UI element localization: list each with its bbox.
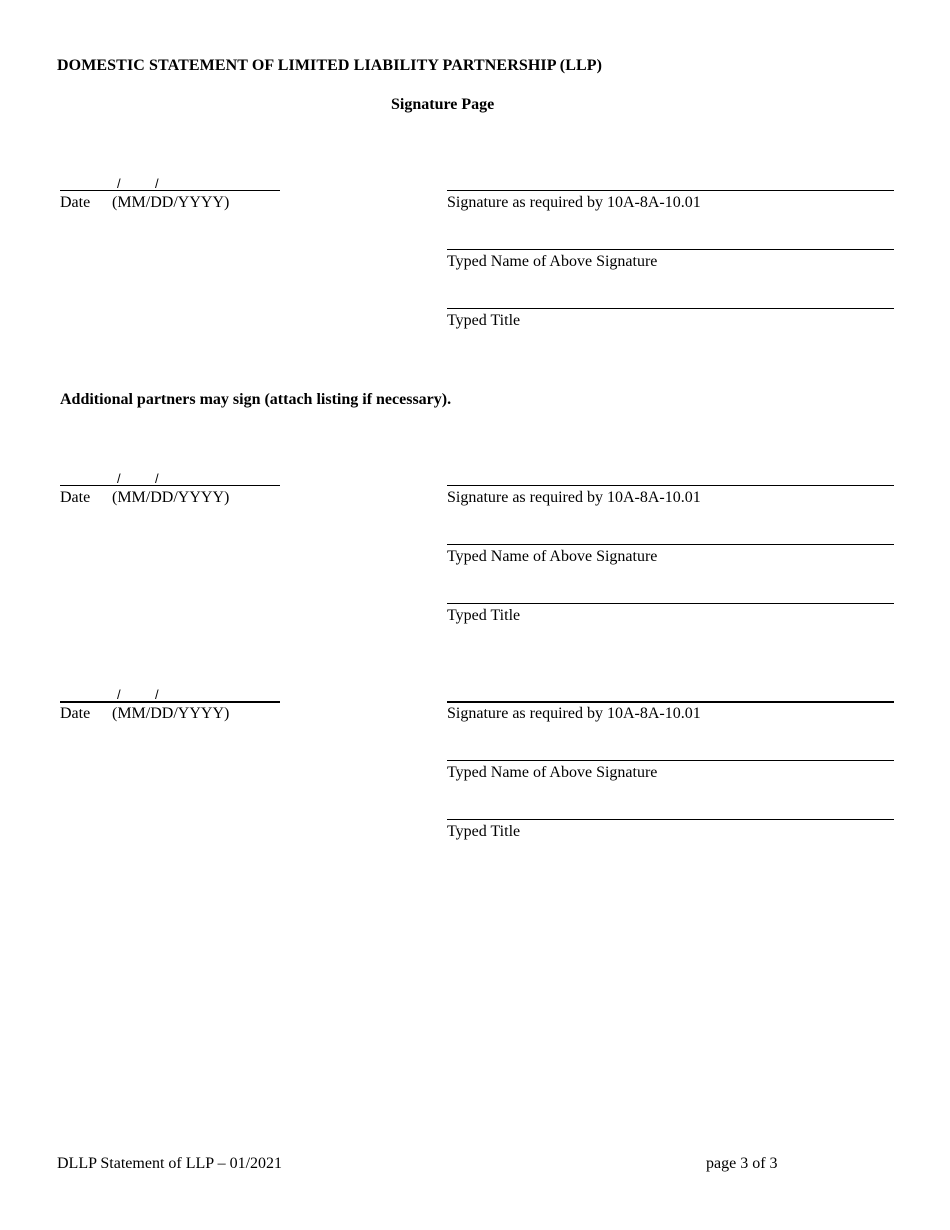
date-slash: / [117,176,121,191]
signature-line[interactable] [447,701,894,703]
date-line [60,701,280,703]
date-line [60,190,280,191]
page-subtitle: Signature Page [391,96,495,113]
typed-title-label: Typed Title [447,312,521,329]
date-format-label: (MM/DD/YYYY) [112,489,230,506]
date-slash: / [117,687,121,702]
typed-title-line[interactable] [447,603,894,604]
date-line [60,485,280,486]
typed-title-line[interactable] [447,819,894,820]
typed-title-label: Typed Title [447,823,521,840]
date-slash: / [155,687,159,702]
typed-name-label: Typed Name of Above Signature [447,548,658,565]
typed-name-label: Typed Name of Above Signature [447,764,658,781]
date-label: Date [60,705,91,722]
typed-name-line[interactable] [447,760,894,761]
date-slash: / [117,471,121,486]
date-slash: / [155,471,159,486]
typed-name-line[interactable] [447,544,894,545]
date-slash: / [155,176,159,191]
date-format-label: (MM/DD/YYYY) [112,194,230,211]
signature-line[interactable] [447,190,894,191]
date-format-label: (MM/DD/YYYY) [112,705,230,722]
signature-line[interactable] [447,485,894,486]
date-label: Date [60,489,91,506]
signature-label: Signature as required by 10A-8A-10.01 [447,194,701,211]
typed-title-label: Typed Title [447,607,521,624]
typed-name-line[interactable] [447,249,894,250]
footer-page-number: page 3 of 3 [706,1155,778,1172]
signature-label: Signature as required by 10A-8A-10.01 [447,705,701,722]
typed-title-line[interactable] [447,308,894,309]
footer-form-id: DLLP Statement of LLP – 01/2021 [57,1155,283,1172]
date-label: Date [60,194,91,211]
typed-name-label: Typed Name of Above Signature [447,253,658,270]
additional-partners-note: Additional partners may sign (attach listing if necessary). [60,391,452,408]
signature-label: Signature as required by 10A-8A-10.01 [447,489,701,506]
document-title: DOMESTIC STATEMENT OF LIMITED LIABILITY PARTNERSHIP (LLP) [57,57,603,74]
